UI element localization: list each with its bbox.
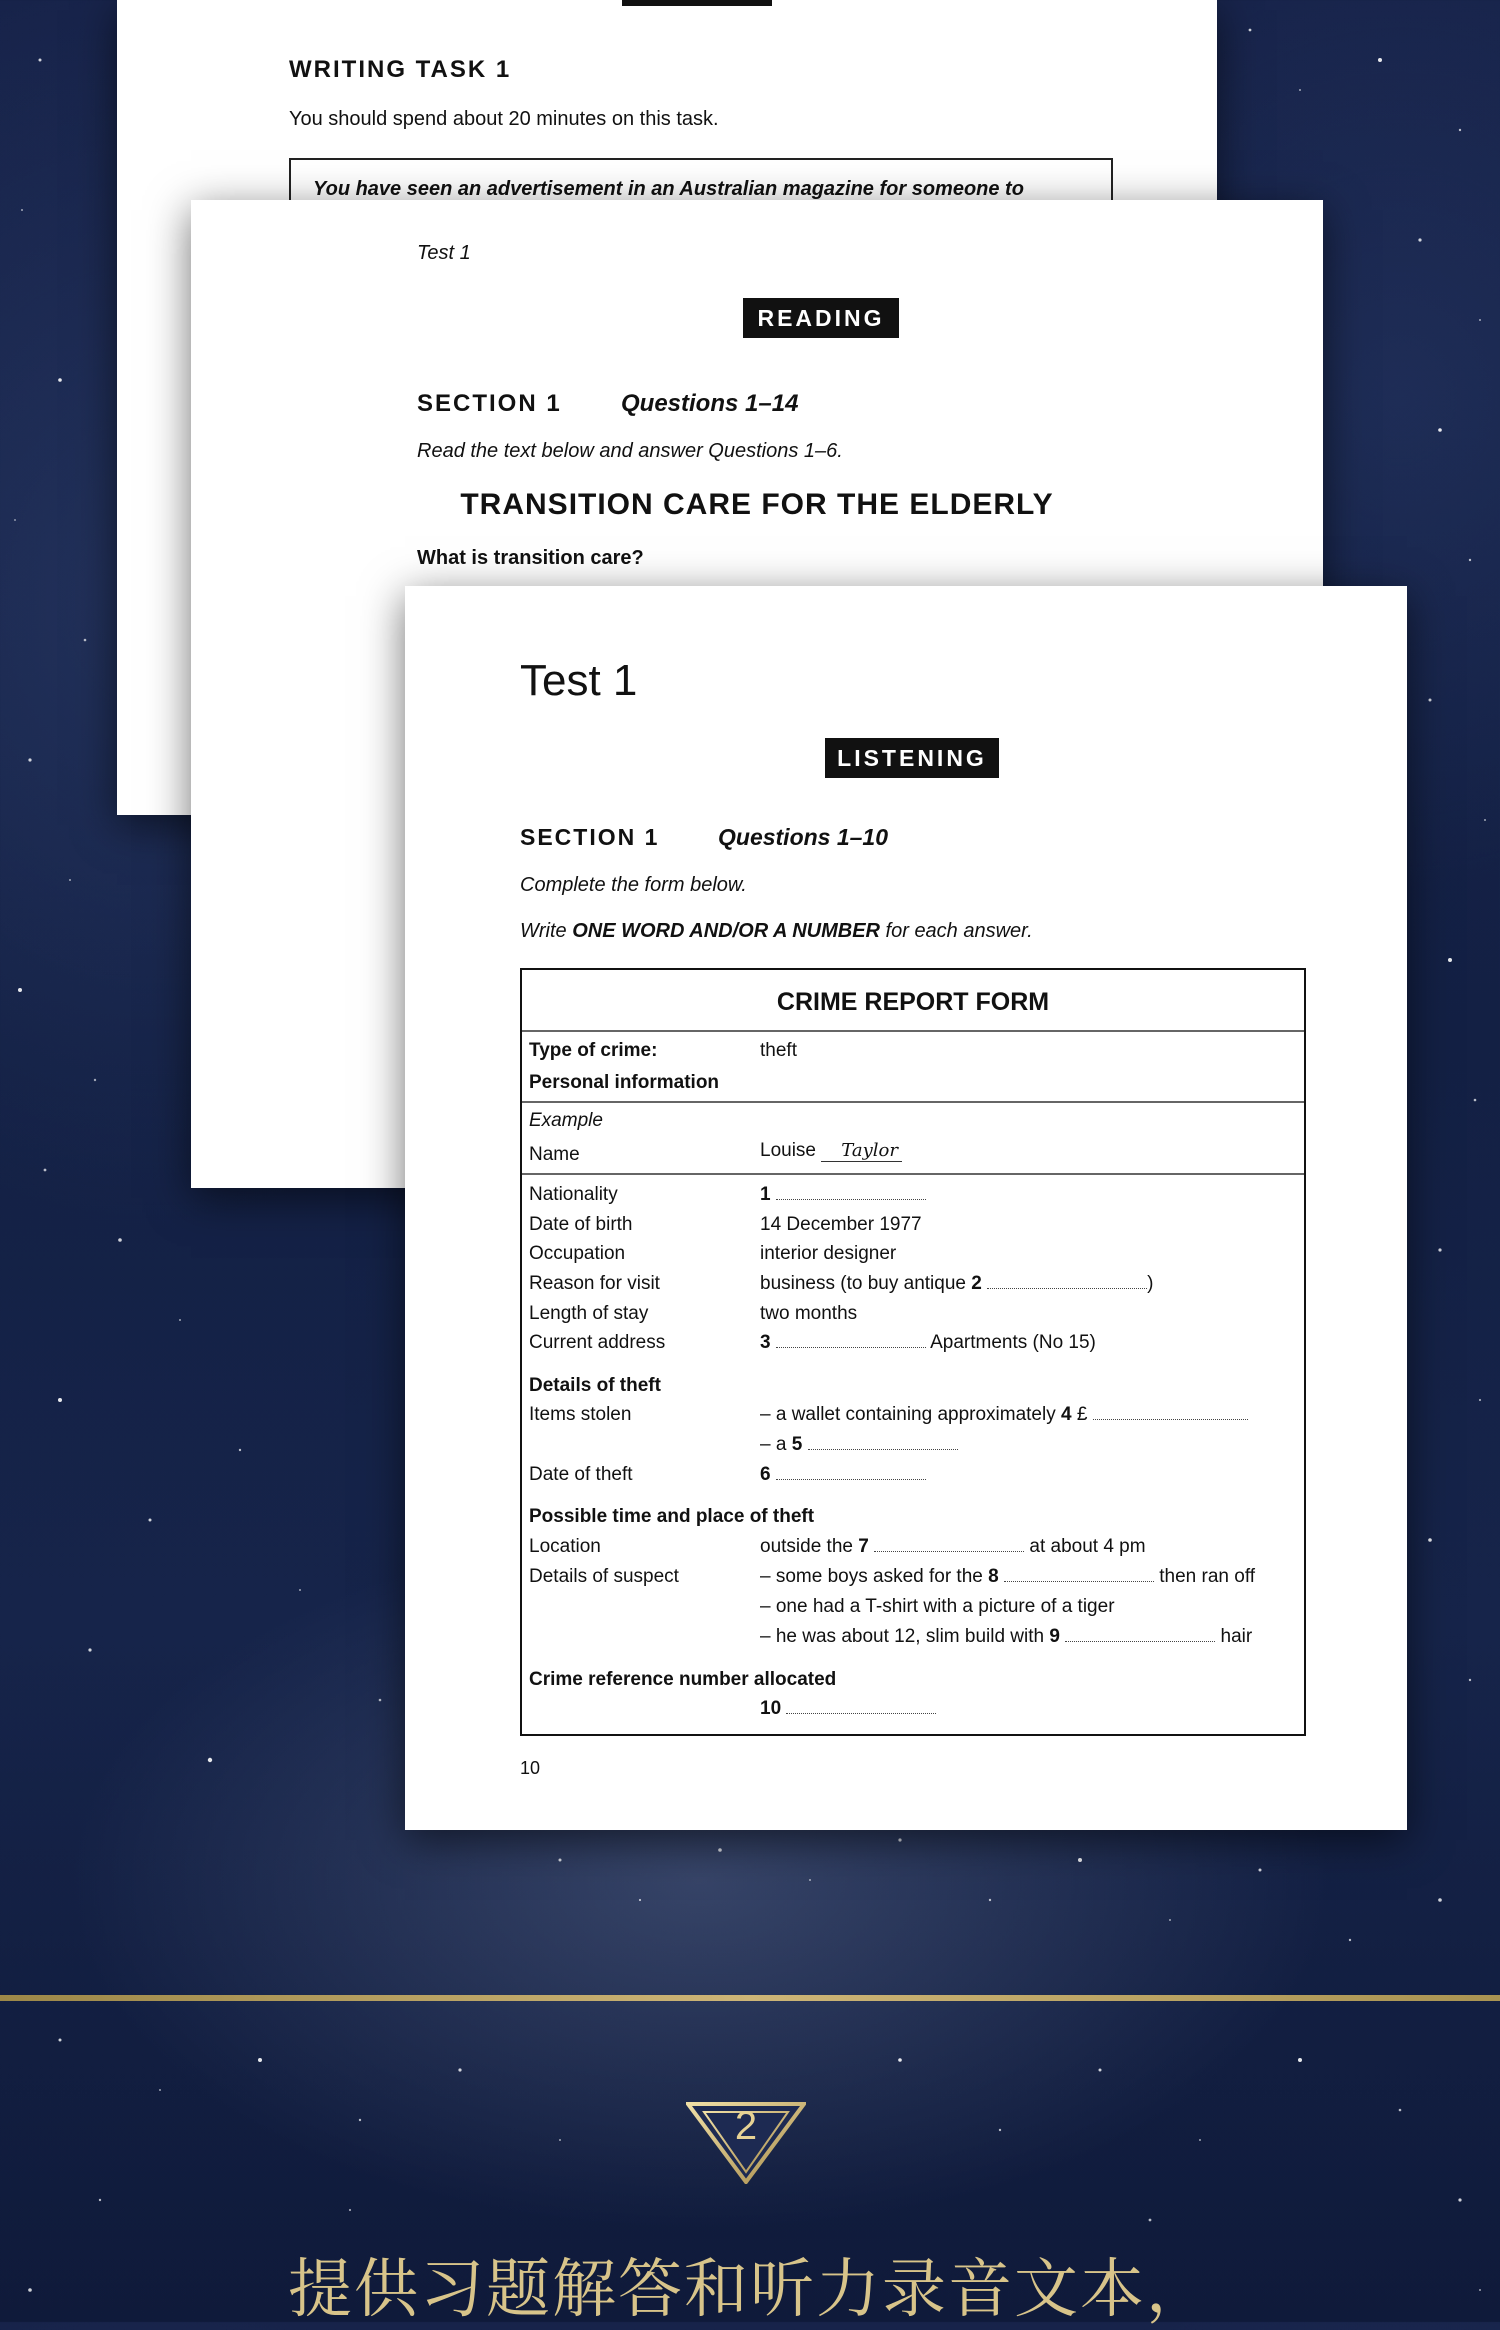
item-text: – a wallet containing approximately <box>760 1404 1056 1425</box>
question-number: 6 <box>760 1464 771 1485</box>
answer-field-3[interactable] <box>760 1332 1096 1354</box>
writing-prompt-text: You have seen an advertisement in an Australian magazine for someone to <box>313 178 1024 200</box>
question-number: 9 <box>1049 1626 1060 1647</box>
instruction-text: for each answer. <box>879 920 1033 942</box>
writing-task-title: WRITING TASK 1 <box>289 56 512 83</box>
instruction-emphasis: ONE WORD AND/OR A NUMBER <box>572 920 880 942</box>
listening-pill: LISTENING <box>825 738 999 778</box>
crime-ref-heading: Crime reference number allocated <box>529 1669 837 1690</box>
currency: £ <box>1076 1404 1088 1425</box>
nationality-label: Nationality <box>529 1184 618 1205</box>
answer-field-7[interactable] <box>760 1536 1146 1558</box>
name-value <box>760 1140 902 1162</box>
listening-page <box>405 586 1407 1830</box>
question-number: 1 <box>760 1184 771 1205</box>
suspect-text: hair <box>1220 1626 1253 1647</box>
test-label: Test 1 <box>520 656 638 705</box>
answer-blank[interactable] <box>808 1435 958 1450</box>
section-label: SECTION 1 <box>417 390 562 417</box>
question-number: 3 <box>760 1332 771 1353</box>
writing-instruction: You should spend about 20 minutes on this task. <box>289 108 719 130</box>
answer-blank[interactable] <box>776 1185 926 1200</box>
answer-blank[interactable] <box>987 1274 1147 1289</box>
instruction-text: Write <box>520 920 573 942</box>
form-title: CRIME REPORT FORM <box>776 988 1050 1016</box>
reading-pill: READING <box>743 298 899 338</box>
possible-heading: Possible time and place of theft <box>529 1506 815 1527</box>
answer-blank[interactable] <box>1004 1567 1154 1582</box>
suspect-text: then ran off <box>1159 1566 1256 1587</box>
crime-report-form <box>520 968 1306 1736</box>
occupation-value: interior designer <box>760 1243 897 1264</box>
section-label: SECTION 1 <box>520 824 660 850</box>
badge-number: 2 <box>734 2104 758 2148</box>
answer-field-2[interactable] <box>760 1273 1153 1295</box>
answer-blank[interactable] <box>874 1537 1024 1552</box>
answer-field-10[interactable] <box>760 1698 936 1720</box>
address-label: Current address <box>529 1332 666 1353</box>
items-label: Items stolen <box>529 1404 632 1425</box>
answer-field-1[interactable] <box>760 1184 926 1206</box>
question-number: 4 <box>1061 1404 1072 1425</box>
answer-field-5[interactable] <box>760 1434 958 1456</box>
name-text: Louise <box>760 1140 816 1161</box>
question-number: 7 <box>858 1536 869 1557</box>
name-label: Name <box>529 1144 580 1165</box>
location-text: outside the <box>760 1536 853 1557</box>
divider <box>522 1173 1304 1175</box>
location-time: at about 4 pm <box>1029 1536 1146 1557</box>
details-heading: Details of theft <box>529 1375 661 1396</box>
article-headline: TRANSITION CARE FOR THE ELDERLY <box>460 488 1054 521</box>
handwritten-answer: Taylor <box>821 1140 902 1162</box>
reading-instruction: Read the text below and answer Questions 1–6. <box>417 440 843 462</box>
suspect-detail: – one had a T-shirt with a picture of a tiger <box>760 1596 1115 1617</box>
questions-label: Questions 1–10 <box>718 824 889 850</box>
type-value: theft <box>760 1040 797 1061</box>
answer-field-6[interactable] <box>760 1464 926 1486</box>
reason-close: ) <box>1147 1273 1154 1294</box>
section-pill <box>622 0 772 6</box>
date-theft-label: Date of theft <box>529 1464 633 1485</box>
answer-blank[interactable] <box>786 1699 936 1714</box>
question-number: 8 <box>988 1566 999 1587</box>
length-value: two months <box>760 1303 858 1324</box>
question-number: 10 <box>760 1698 782 1719</box>
answer-blank[interactable] <box>776 1333 926 1348</box>
answer-blank[interactable] <box>776 1465 926 1480</box>
dob-value: 14 December 1977 <box>760 1214 922 1235</box>
type-label: Type of crime: <box>529 1040 658 1061</box>
address-text: Apartments (No 15) <box>930 1332 1096 1353</box>
suspect-text: – he was about 12, slim build with <box>760 1626 1045 1647</box>
length-label: Length of stay <box>529 1303 649 1324</box>
reason-text: business (to buy antique <box>760 1273 966 1294</box>
feature-caption: 提供习题解答和听力录音文本， <box>288 2253 1212 2327</box>
listening-instruction: Complete the form below. <box>520 874 747 896</box>
personal-heading: Personal information <box>529 1072 720 1093</box>
occupation-label: Occupation <box>529 1243 626 1264</box>
gold-divider <box>0 1995 1500 2001</box>
listening-instruction-2 <box>520 920 1033 943</box>
divider <box>522 1030 1304 1032</box>
suspect-label: Details of suspect <box>529 1566 679 1587</box>
location-label: Location <box>529 1536 601 1557</box>
page-number: 10 <box>520 1758 541 1778</box>
questions-label: Questions 1–14 <box>621 390 799 417</box>
reason-label: Reason for visit <box>529 1273 660 1294</box>
question-number: 5 <box>791 1434 803 1455</box>
test-label: Test 1 <box>417 242 471 264</box>
example-label: Example <box>529 1110 603 1131</box>
answer-field-8[interactable] <box>760 1566 1255 1588</box>
answer-blank[interactable] <box>1093 1405 1248 1420</box>
suspect-text: – some boys asked for the <box>760 1566 983 1587</box>
question-number: 2 <box>971 1273 982 1294</box>
answer-blank[interactable] <box>1065 1627 1215 1642</box>
answer-field-9[interactable] <box>760 1626 1252 1648</box>
divider <box>522 1101 1304 1103</box>
article-subheading: What is transition care? <box>417 547 644 569</box>
dob-label: Date of birth <box>529 1214 633 1235</box>
item-text: – a <box>760 1434 787 1455</box>
answer-field-4[interactable] <box>760 1404 1248 1426</box>
